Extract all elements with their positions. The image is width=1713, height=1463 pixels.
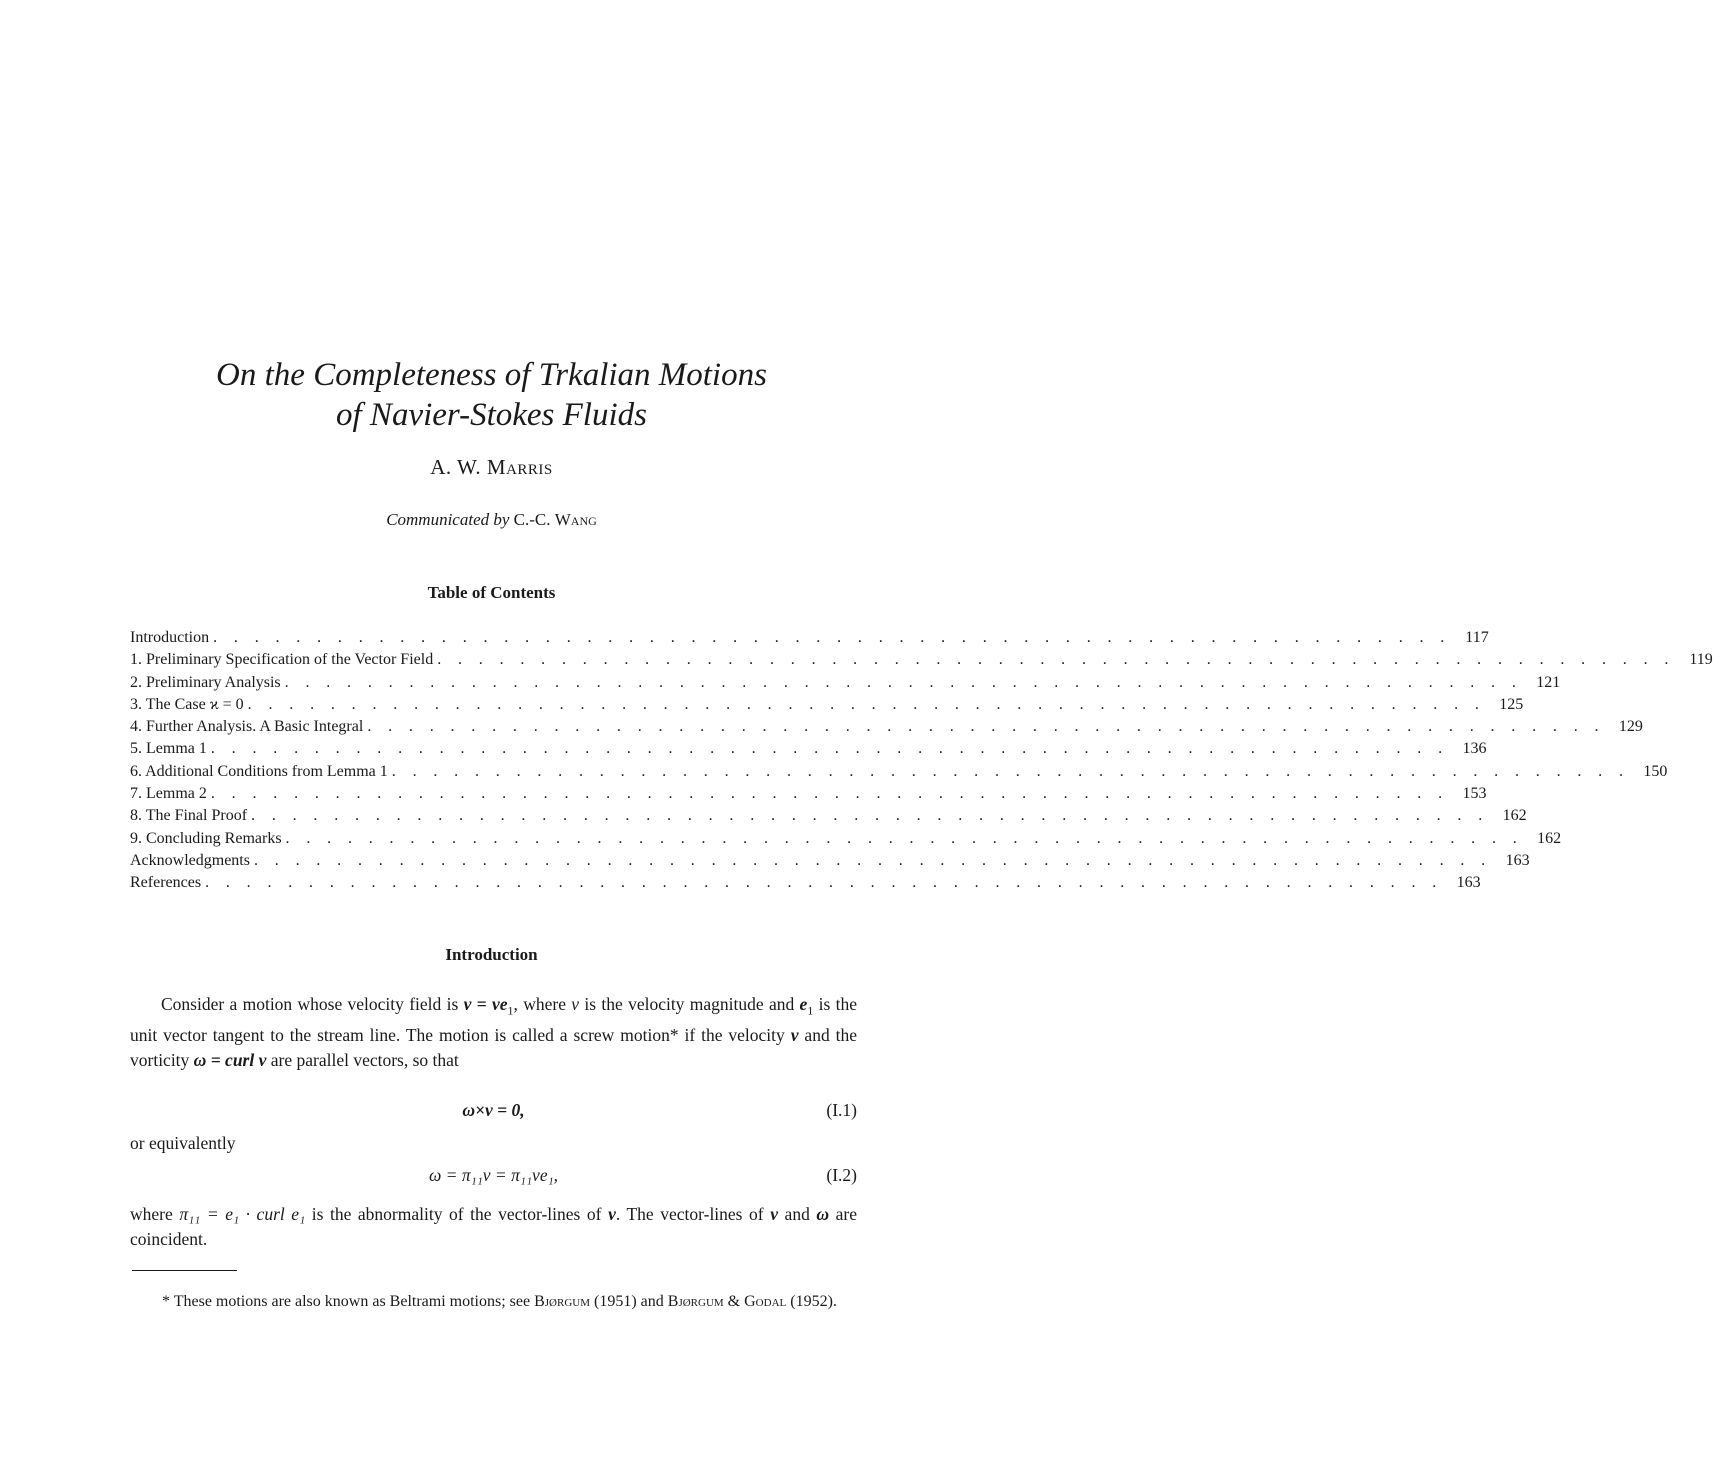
text: where xyxy=(130,1204,180,1224)
title-line-2: of Navier-Stokes Fluids xyxy=(336,397,647,433)
communicated-prefix: Communicated by xyxy=(386,510,510,529)
toc-entry-label: 9. Concluding Remarks xyxy=(130,829,282,847)
text: (1952). xyxy=(786,1293,837,1310)
toc-heading: Table of Contents xyxy=(427,583,556,602)
paper-title xyxy=(0,355,983,435)
intro-paragraph-2 xyxy=(130,1202,857,1251)
introduction-heading: Introduction xyxy=(445,945,538,964)
toc-entry-page: 125 xyxy=(1499,695,1524,713)
toc-leader-dots: . . . . . . . . . . . . . . . . . . . . . . . . . . . . . . . . . . . . . . . . . . . . . . . . . . . . . . . . . . . . xyxy=(253,851,1492,869)
toc-entry-page: 162 xyxy=(1537,829,1562,847)
toc-leader-dots: . . . . . . . . . . . . . . . . . . . . . . . . . . . . . . . . . . . . . . . . . . . . . . . . . . . . . . . . . . . . xyxy=(391,762,1630,780)
equation-I2 xyxy=(130,1165,857,1191)
toc-leader-dots: . . . . . . . . . . . . . . . . . . . . . . . . . . . . . . . . . . . . . . . . . . . . . . . . . . . . . . . . . . . . xyxy=(210,740,1449,758)
equation-number: (I.1) xyxy=(826,1100,857,1120)
text: & xyxy=(723,1293,745,1310)
toc-entry[interactable] xyxy=(130,850,1530,872)
text: is the abnormality of the vector-lines of xyxy=(305,1204,609,1224)
toc-entry-page: 121 xyxy=(1536,673,1561,691)
text: is the unit vector tangent to the stream line. The motion is called a screw motion* if the velocity xyxy=(130,994,857,1045)
toc-entry[interactable] xyxy=(130,738,1487,760)
toc-entry-label: 4. Further Analysis. A Basic Integral xyxy=(130,718,364,736)
author-initials: A. W. xyxy=(430,455,487,479)
toc-entry-label: Introduction xyxy=(130,629,210,646)
toc-entry-page: 163 xyxy=(1505,851,1530,869)
table-of-contents xyxy=(130,627,1713,895)
text: is the velocity magnitude and xyxy=(579,994,800,1014)
text: * These motions are also known as Beltrami motions; see xyxy=(162,1293,535,1310)
toc-leader-dots: . . . . . . . . . . . . . . . . . . . . . . . . . . . . . . . . . . . . . . . . . . . . . . . . . . . . . . . . . . . . xyxy=(205,874,1443,892)
toc-entry[interactable] xyxy=(130,672,1561,694)
toc-entry-label: 2. Preliminary Analysis xyxy=(130,673,281,691)
math: e xyxy=(799,994,808,1014)
footnote xyxy=(130,1290,857,1314)
toc-entry-label: 7. Lemma 2 xyxy=(130,785,207,803)
toc-entry-label: 1. Preliminary Specification of the Vector Field xyxy=(130,651,434,669)
math-abnormality: π₁₁ = e₁ · curl e₁ xyxy=(179,1204,306,1224)
toc-entry[interactable] xyxy=(130,694,1524,716)
toc-entry-page: 153 xyxy=(1462,785,1487,803)
citation-name[interactable]: Bjørgum xyxy=(534,1293,590,1310)
toc-entry-page: 117 xyxy=(1465,629,1489,646)
toc-leader-dots: . . . . . . . . . . . . . . . . . . . . . . . . . . . . . . . . . . . . . . . . . . . . . . . . . . . . . . . . . . . . xyxy=(284,673,1523,691)
math-vorticity: ω = curl v xyxy=(193,1049,267,1070)
toc-entry[interactable] xyxy=(130,649,1713,671)
communicated-by xyxy=(0,510,983,530)
toc-entry[interactable] xyxy=(130,716,1643,738)
math-v-bold: v xyxy=(608,1204,616,1224)
toc-leader-dots: . . . . . . . . . . . . . . . . . . . . . . . . . . . . . . . . . . . . . . . . . . . . . . . . . . . . . . . . . . . . xyxy=(367,718,1605,736)
text: Consider a motion whose velocity field is xyxy=(161,994,464,1014)
toc-entry-label: References xyxy=(130,874,202,892)
toc-entry-page: 136 xyxy=(1462,740,1487,758)
toc-entry-label: 6. Additional Conditions from Lemma 1 xyxy=(130,762,388,780)
math-v: v xyxy=(571,994,580,1014)
text: . The vector-lines of xyxy=(615,1204,771,1224)
toc-entry[interactable] xyxy=(130,805,1527,827)
equation-expression: ω = π₁₁v = π₁₁ve₁, xyxy=(428,1165,559,1185)
toc-entry[interactable] xyxy=(130,761,1668,783)
or-equivalently: or equivalently xyxy=(130,1133,236,1153)
communicator-surname: Wang xyxy=(554,510,597,529)
title-line-1: On the Completeness of Trkalian Motions xyxy=(216,357,767,393)
math: v = ve xyxy=(463,994,508,1014)
toc-entry-label: Acknowledgments xyxy=(130,851,250,869)
text: , where xyxy=(513,994,572,1014)
author-surname: Marris xyxy=(486,455,553,479)
text: and the vorticity xyxy=(130,1025,857,1070)
subscript: 1 xyxy=(807,1003,814,1018)
toc-entry-label: 3. The Case ϰ = 0 xyxy=(130,695,244,713)
text: are parallel vectors, so that xyxy=(266,1049,459,1070)
citation-name[interactable]: Bjørgum xyxy=(667,1293,724,1310)
toc-entry-label: 5. Lemma 1 xyxy=(130,740,207,758)
toc-leader-dots: . . . . . . . . . . . . . . . . . . . . . . . . . . . . . . . . . . . . . . . . . . . . . . . . . . . . . . . . . . . . xyxy=(251,807,1489,825)
toc-leader-dots: . . . . . . . . . . . . . . . . . . . . . . . . . . . . . . . . . . . . . . . . . . . . . . . . . . . . . . . . . . . . xyxy=(437,651,1675,669)
toc-leader-dots: . . . . . . . . . . . . . . . . . . . . . . . . . . . . . . . . . . . . . . . . . . . . . . . . . . . . . . . . . . . . xyxy=(247,695,1486,713)
math-e1 xyxy=(799,994,814,1018)
math-velocity-def xyxy=(463,994,514,1018)
toc-entry-page: 129 xyxy=(1618,718,1643,736)
toc-entry-label: 8. The Final Proof xyxy=(130,807,248,825)
math-omega: ω xyxy=(816,1204,830,1224)
toc-entry[interactable] xyxy=(130,783,1487,805)
toc-entry-page: 163 xyxy=(1456,874,1481,892)
equation-I1 xyxy=(130,1100,857,1126)
toc-leader-dots: . . . . . . . . . . . . . . . . . . . . . . . . . . . . . . . . . . . . . . . . . . . . . . . . . . . . . . . . . . . . xyxy=(210,785,1449,803)
toc-leader-dots: . . . . . . . . . . . . . . . . . . . . . . . . . . . . . . . . . . . . . . . . . . . . . . . . . . . . . . . . . . . . xyxy=(213,629,1451,646)
toc-entry-page: 150 xyxy=(1643,762,1668,780)
toc-entry[interactable] xyxy=(130,828,1562,850)
math-v-bold: v xyxy=(770,1204,778,1224)
communicator-initials: C.-C. xyxy=(509,510,555,529)
toc-entry-page: 162 xyxy=(1502,807,1527,825)
toc-entry-page: 119 xyxy=(1689,651,1713,669)
author xyxy=(0,455,983,480)
citation-name[interactable]: Godal xyxy=(744,1293,787,1310)
toc-entry[interactable] xyxy=(130,872,1481,894)
subscript: 1 xyxy=(507,1003,514,1018)
text: are coincident. xyxy=(130,1204,857,1249)
toc-leader-dots: . . . . . . . . . . . . . . . . . . . . . . . . . . . . . . . . . . . . . . . . . . . . . . . . . . . . . . . . . . . . xyxy=(285,829,1524,847)
math-v-bold: v xyxy=(790,1025,799,1045)
footnote-rule xyxy=(132,1270,237,1271)
text: and xyxy=(777,1204,817,1224)
equation-expression: ω×v = 0, xyxy=(462,1100,525,1120)
toc-entry[interactable] xyxy=(130,627,1489,649)
intro-paragraph-1 xyxy=(130,992,857,1072)
equation-number: (I.2) xyxy=(826,1165,857,1185)
text: (1951) and xyxy=(590,1293,668,1310)
